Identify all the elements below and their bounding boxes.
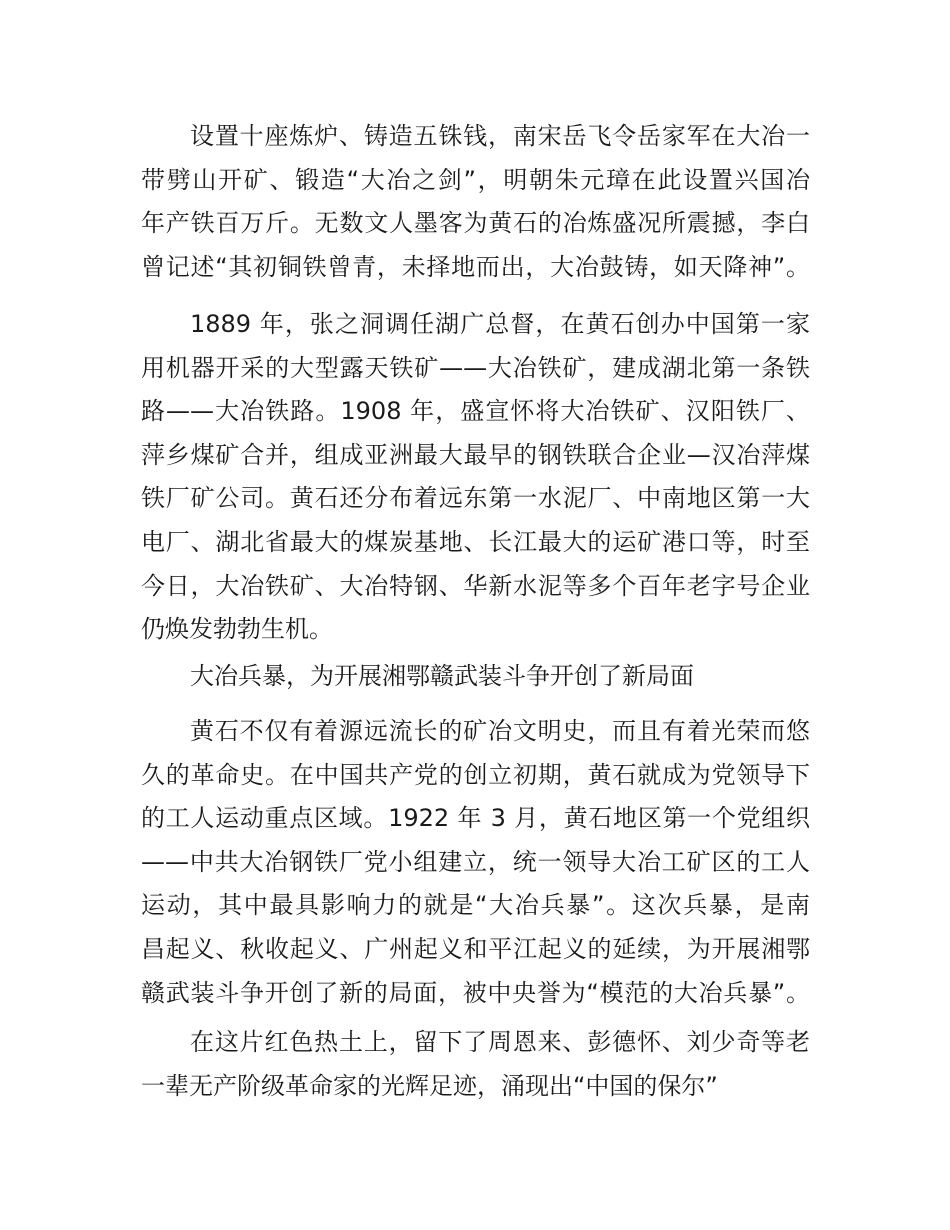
paragraph	[141, 303, 810, 652]
text-line: 运动，其中最具影响力的就是“大冶兵暴”。这次兵暴，是南	[141, 891, 810, 920]
text-line: 用机器开采的大型露天铁矿——大冶铁矿，建成湖北第一条铁	[141, 353, 810, 382]
section-heading	[141, 655, 810, 699]
text-line: 今日，大冶铁矿、大冶特钢、华新水泥等多个百年老字号企业	[141, 571, 810, 600]
text-line: 曾记述“其初铜铁曾青，未择地而出，大冶鼓铸，如天降神”。	[141, 252, 810, 281]
text-line: 年产铁百万斤。无数文人墨客为黄石的冶炼盛况所震撼，李白	[141, 209, 810, 238]
text-line: 一辈无产阶级革命家的光辉足迹，涌现出“中国的保尔”	[141, 1071, 718, 1100]
text-line: 电厂、湖北省最大的煤炭基地、长江最大的运矿港口等，时至	[141, 527, 810, 556]
text-line: 昌起义、秋收起义、广州起义和平江起义的延续，为开展湘鄂	[141, 934, 810, 963]
text-line: 在这片红色热土上，留下了周恩来、彭德怀、刘少奇等老	[190, 1028, 810, 1056]
paragraph	[141, 1021, 810, 1108]
text-line: 久的革命史。在中国共产党的创立初期，黄石就成为党领导下	[141, 760, 810, 789]
text-line: 赣武装斗争开创了新的局面，被中央誉为“模范的大冶兵暴”。	[141, 978, 810, 1007]
paragraph	[141, 115, 810, 289]
text-line: 设置十座炼炉、铸造五铢钱，南宋岳飞令岳家军在大冶一	[190, 122, 810, 150]
text-line: 仍焕发勃勃生机。	[141, 615, 333, 644]
text-line: 1889 年，张之洞调任湖广总督，在黄石创办中国第一家	[190, 310, 810, 338]
text-line: ——中共大冶钢铁厂党小组建立，统一领导大冶工矿区的工人	[141, 847, 810, 876]
text-line: 萍乡煤矿合并，组成亚洲最大最早的钢铁联合企业—汉冶萍煤	[141, 440, 810, 469]
paragraph	[141, 710, 810, 1015]
text-line: 铁厂矿公司。黄石还分布着远东第一水泥厂、中南地区第一大	[141, 484, 810, 513]
text-line: 带劈山开矿、锻造“大冶之剑”，明朝朱元璋在此设置兴国冶	[141, 165, 810, 194]
text-line: 路——大冶铁路。1908 年，盛宣怀将大冶铁矿、汉阳铁厂、	[141, 397, 810, 426]
text-line: 的工人运动重点区域。1922 年 3 月，黄石地区第一个党组织	[141, 804, 810, 833]
text-line: 黄石不仅有着源远流长的矿冶文明史，而且有着光荣而悠	[190, 717, 810, 745]
heading-text: 大冶兵暴，为开展湘鄂赣武装斗争开创了新局面	[190, 662, 694, 690]
